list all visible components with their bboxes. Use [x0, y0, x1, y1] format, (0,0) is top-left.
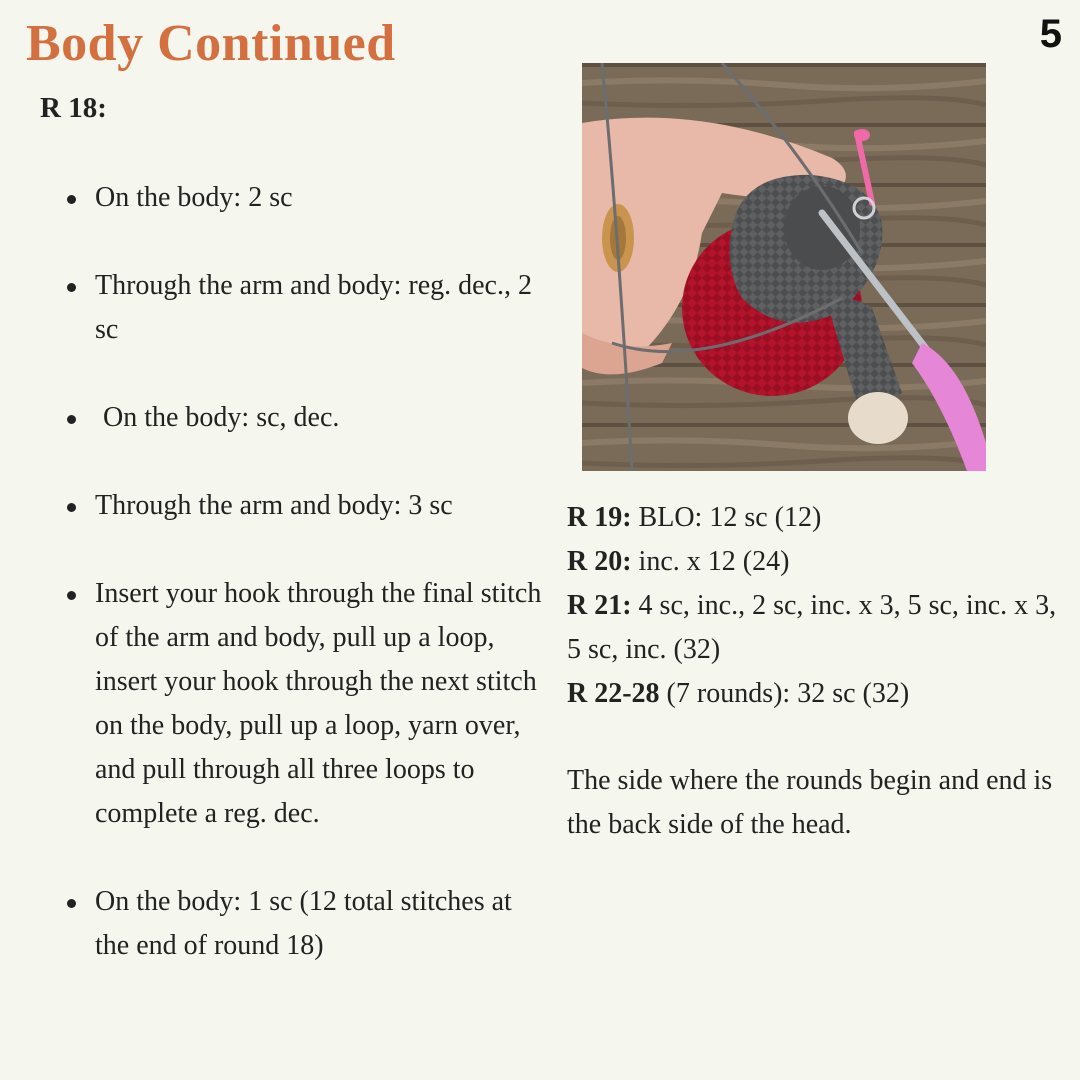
round-text: BLO: 12 sc (12) [638, 502, 822, 533]
round-18-label: R 18: [40, 92, 107, 124]
step-item: On the body: 2 sc [64, 176, 564, 220]
step-item: On the body: 1 sc (12 total stitches at the end of round 18) [64, 880, 515, 968]
round-line [567, 496, 1067, 540]
round-18-steps [64, 176, 564, 1012]
page-title: Body Continued [26, 15, 396, 72]
round-label: R 19: [567, 502, 632, 533]
crochet-photo [582, 63, 986, 471]
page-number: 5 [1039, 12, 1062, 56]
round-label: R 21: [567, 590, 632, 621]
round-text: inc. x 12 (24) [638, 546, 790, 577]
round-line [567, 672, 1067, 716]
round-line [567, 540, 1067, 584]
head-note: The side where the rounds begin and end is the back side of the head. [567, 765, 1053, 840]
step-item: Insert your hook through the final stitch of the arm and body, pull up a loop, insert your hook through the next stitch on the body, pull up a loop, yarn over, and pull through all three loops to complete a reg. dec. [64, 572, 560, 836]
round-line [567, 584, 1067, 672]
rounds-list [567, 496, 1067, 716]
step-item: On the body: sc, dec. [64, 396, 564, 440]
round-text: (7 rounds): 32 sc (32) [666, 678, 910, 709]
step-item: Through the arm and body: reg. dec., 2 sc [64, 264, 535, 352]
round-label: R 20: [567, 546, 632, 577]
step-item: Through the arm and body: 3 sc [64, 484, 564, 528]
round-label: R 22-28 [567, 678, 660, 709]
round-text: 4 sc, inc., 2 sc, inc. x 3, 5 sc, inc. x 3, 5 sc, inc. (32) [567, 590, 1057, 665]
